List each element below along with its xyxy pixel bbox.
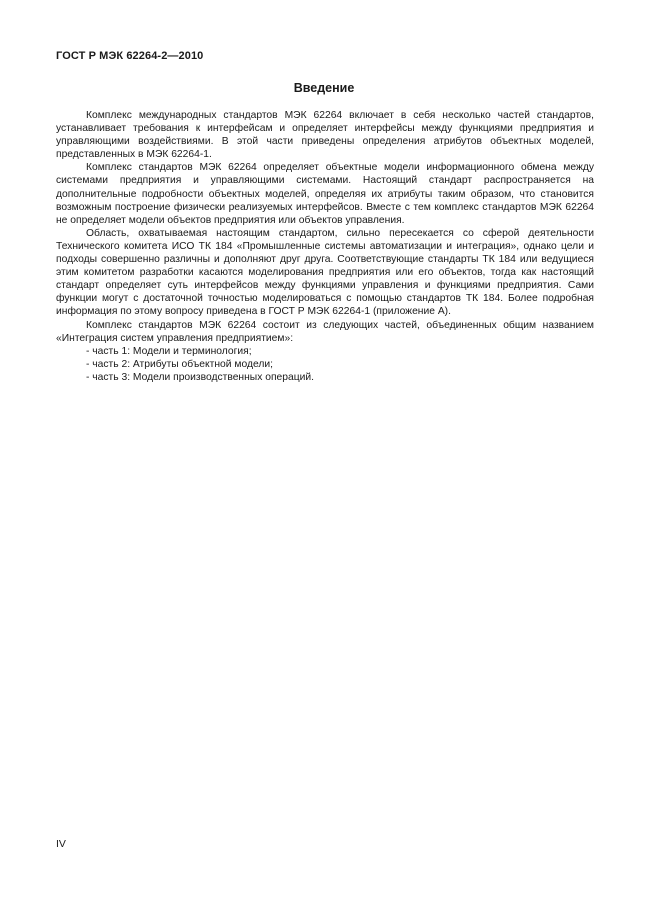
list-item-part-3: - часть 3: Модели производственных операций. bbox=[86, 371, 314, 383]
paragraph-intro: Комплекс международных стандартов МЭК 62264 включает в себя несколько частей стандартов, устанавливает требования к интерфейсам и определяет интерфейсы между функциями предприятия и управляющими воздействиями. В этой части приведены определения атрибутов объектных моделей, представленных в МЭК 62264-1. bbox=[56, 110, 594, 161]
section-title: Введение bbox=[293, 81, 355, 95]
list-item-part-1: - часть 1: Модели и терминология; bbox=[86, 345, 252, 357]
page-number: IV bbox=[56, 838, 66, 850]
introduction-body bbox=[56, 109, 594, 384]
document-standard-id: ГОСТ Р МЭК 62264-2—2010 bbox=[56, 50, 204, 62]
paragraph-object-models: Комплекс стандартов МЭК 62264 определяет объектные модели информационного обмена между системами предприятия и управляющими системами. Настоящий стандарт распространяется на дополнительные подробности объектных моделей, определяя их атрибуты таким образом, что становится возможным построение физически реализуемых интерфейсов. Вместе с тем комплекс стандартов МЭК 62264 не определяет модели объектов предприятия или объектов управления. bbox=[56, 162, 594, 226]
list-item-part-2: - часть 2: Атрибуты объектной модели; bbox=[86, 358, 273, 370]
parts-list bbox=[56, 345, 594, 384]
paragraph-parts-intro: Комплекс стандартов МЭК 62264 состоит из следующих частей, объединенных общим названием «Интеграция систем управления предприятием»: bbox=[56, 319, 594, 344]
paragraph-scope: Область, охватываемая настоящим стандартом, сильно пересекается со сферой деятельности Технического комитета ИСО ТК 184 «Промышленные системы автоматизации и интеграция», однако цели и подходы совершенно различны и дополняют друг друга. Соответствующие стандарты ТК 184 или ведущиеся этим комитетом разработки касаются моделирования предприятия или его объектов, тогда как настоящий стандарт определяет суть интерфейсов между функциями управления и функциями предприятия. Сами функции могут с достаточной точностью моделироваться с помощью стандартов ТК 184. Более подробная информация по этому вопросу приведена в ГОСТ Р МЭК 62264-1 (приложение А). bbox=[56, 227, 594, 318]
